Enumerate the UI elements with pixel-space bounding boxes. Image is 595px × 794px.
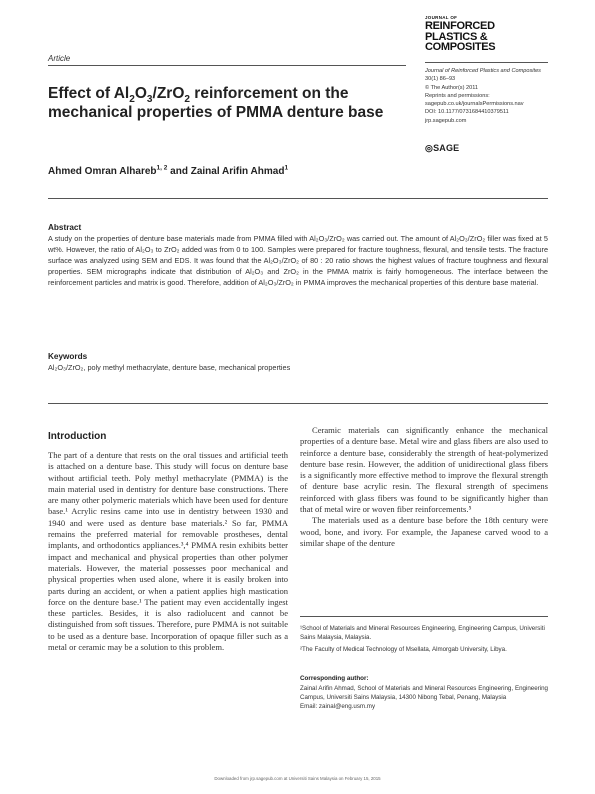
author-name: Zainal Arifin Ahmad <box>190 166 285 177</box>
header-rule <box>48 65 406 66</box>
keywords-text: Al₂O₃/ZrO₂, poly methyl methacrylate, denture base, mechanical properties <box>48 363 291 372</box>
journal-logo-line: PLASTICS & <box>425 30 488 43</box>
journal-logo-line: REINFORCED <box>425 20 495 32</box>
body-paragraph: The part of a denture that rests on the oral tissues and artificial teeth is attached on a denture base. This study will focus on denture base without artificial teeth. Poly methyl methacrylate (PMMA) is the main material used in dentistry for denture base constructions. There are many other polymeric materials which have been used for denture base.¹ Acrylic resins came into use in dentistry between 1930 and 1940 and were used as denture base materials.² So far, PMMA remains the preferred material for removable prostheses, dental implants, and orthodontics appliances.³,⁴ PMMA resin exhibits better impact and mechanical and physical properties than other polymer materials. However, the material possesses poor mechanical and physical properties when used alone, where it is easily broken into parts during an accident, or when a patient applies high mastication force on the denture base.¹ The patient may even accidentally ingest these particles. Besides, it is also radiolucent and cannot be distinguished from soft tissues. Therefore, pure PMMA is not suitable to be used as a denture base. Incorporation of opaque filler such as a metal or ceramic may be a solution to this problem. <box>48 450 288 653</box>
download-notice: Downloaded from jrp.sagepub.com at Universiti Sains Malaysia on February 15, 2015 <box>214 776 381 781</box>
journal-name: Journal of Reinforced Plastics and Composites <box>425 68 541 74</box>
copyright: © The Author(s) 2011 <box>425 84 479 91</box>
journal-url[interactable]: jrp.sagepub.com <box>425 117 467 124</box>
corresponding-author-heading: Corresponding author: <box>300 675 369 682</box>
body-column-left <box>48 450 288 653</box>
volume-info: 30(1) 86–93 <box>425 76 456 83</box>
footnote: ¹School of Materials and Mineral Resources Engineering, Engineering Campus, Universiti Sains Malaysia, Malaysia. <box>300 625 545 641</box>
author-name: Ahmed Omran Alhareb <box>48 166 157 177</box>
journal-meta <box>425 67 555 125</box>
doi[interactable]: DOI: 10.1177/0731684410379511 <box>425 109 509 116</box>
corresponding-author-text <box>300 685 548 711</box>
abstract-heading: Abstract <box>48 223 82 232</box>
sage-logo <box>425 143 459 154</box>
abstract-bottom-rule <box>48 403 548 404</box>
footnote-rule <box>300 616 548 617</box>
affiliation-footnotes <box>300 625 548 657</box>
footnote: ²The Faculty of Medical Technology of Msellata, Almorgab University, Libya. <box>300 645 507 653</box>
journal-logo <box>425 15 495 53</box>
corresponding-author-email[interactable]: Email: zainal@eng.usm.my <box>300 702 376 710</box>
abstract-top-rule <box>48 198 548 199</box>
reprints-label: Reprints and permissions: <box>425 92 490 99</box>
sage-logo-icon: ◎ <box>425 143 434 153</box>
reprints-link[interactable]: sagepub.co.uk/journalsPermissions.nav <box>425 101 524 108</box>
logo-rule <box>425 62 548 63</box>
author-affiliation-mark: 1 <box>284 164 289 172</box>
article-type-label: Article <box>48 54 71 63</box>
journal-logo-line: JOURNAL OF <box>425 15 458 20</box>
journal-logo-line: COMPOSITES <box>425 41 496 53</box>
body-column-right <box>300 425 548 549</box>
body-paragraph: Ceramic materials can significantly enhance the mechanical properties of a denture base. Metal wire and glass fibers are also used to reinforce a denture base, considerably the strength of heat-polymerized denture base resin. However, the addition of unidirectional glass fibers is a significantly more effective method to improve the flexural strength of denture base acrylic resin. The flexural strength of specimens reinforced with glass fibers was found to be significantly higher than that of metal wire or woven fiber reinforcements.⁵ <box>300 425 548 515</box>
author-list: Ahmed Omran Alhareb$^{1, 2}$ and Zainal Arifin Ahmad$^1$ <box>48 164 289 177</box>
corresponding-author-address: Zainal Arifin Ahmad, School of Materials and Mineral Resources Engineering, Engineering Campus, Universiti Sains Malaysia, 14300 Nibong Tebal, Penang, Malaysia <box>300 685 548 701</box>
body-paragraph: The materials used as a denture base before the 18th century were wood, bone, and ivory. For example, the Japanese carved wood to a similar shape of the denture <box>300 515 548 548</box>
author-affiliation-mark: 1, 2 <box>156 164 168 172</box>
sage-logo-text: SAGE <box>433 143 460 153</box>
abstract-text: A study on the properties of denture base materials made from PMMA filled with Al₂O₃/ZrO₂ was carried out. The amount of Al₂O₃/ZrO₂ filler was fixed at 5 wt%. However, the ratio of Al₂O₃ to ZrO₂ added was from 0 to 100. Samples were prepared for fracture toughness, flexural, and tensile tests. The fracture surface was analyzed using SEM and EDS. It was found that the Al₂O₃/ZrO₂ of 80 : 20 ratio shows the highest values of fracture toughness and flexural properties. SEM micrographs indicate that distribution of Al₂O₃ and ZrO₂ in the PMMA matrix is fairly homogeneous. The interface between the reinforcement particles and matrix is good. Therefore, addition of Al₂O₃/ZrO₂ in PMMA improves the mechanical properties of this denture base material. <box>48 234 548 287</box>
paper-title: Effect of $Al_2O_3/ZrO_2$ reinforcement on the mechanical properties of PMMA denture base <box>48 85 384 121</box>
section-heading-introduction: Introduction <box>48 431 107 442</box>
keywords-heading: Keywords <box>48 352 88 361</box>
